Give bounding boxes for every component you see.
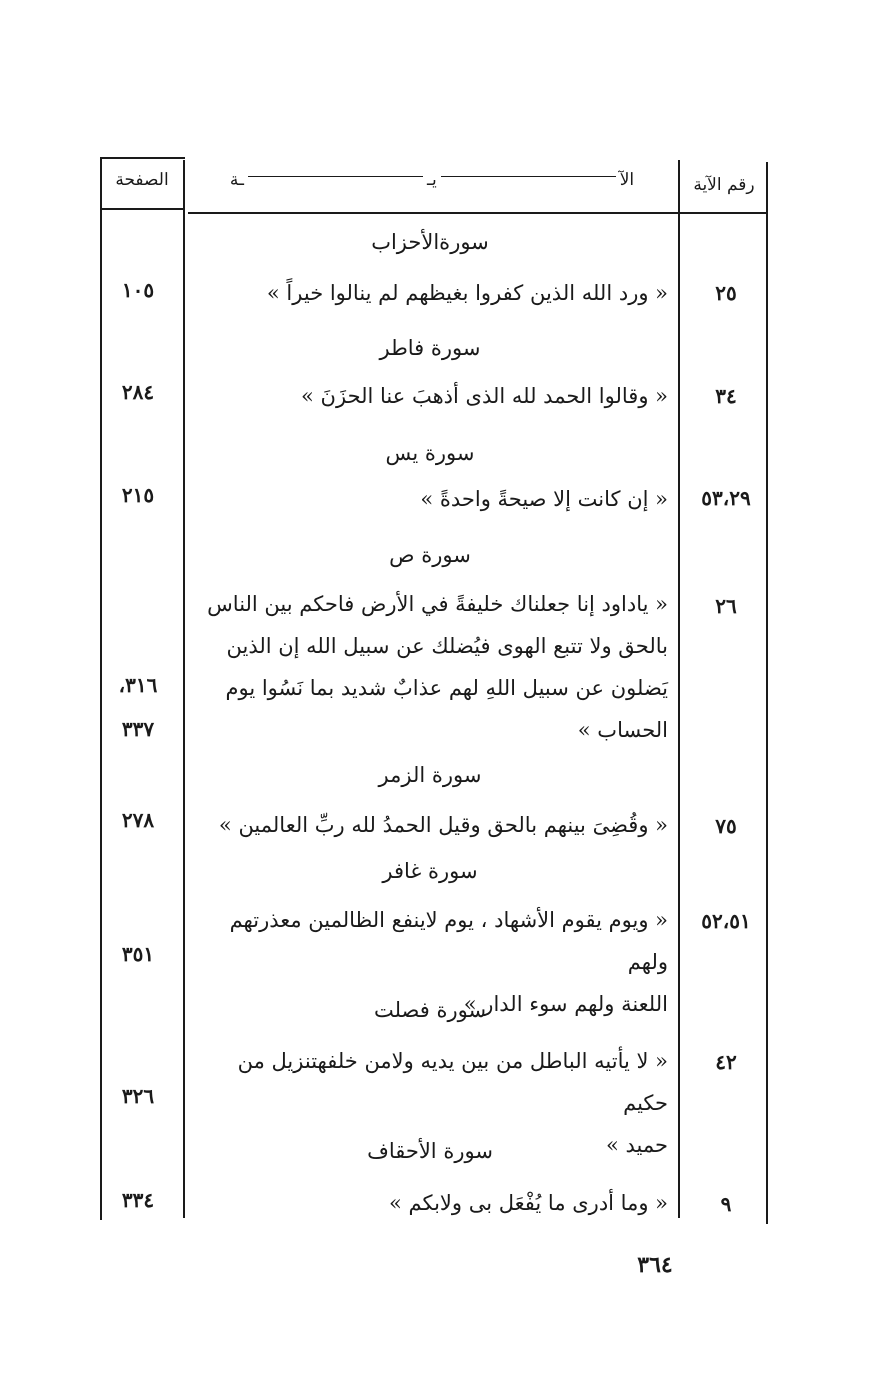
verse-line: « ورد الله الذين كفروا بغيظهم لم ينالوا خيراً » (266, 281, 668, 305)
header-verse-column (188, 165, 676, 195)
verse-line: بالحق ولا تتبع الهوى فيُضلك عن سبيل الله إن الذين (226, 634, 668, 658)
header-verse-mid: يـ (426, 170, 437, 190)
surah-title: سورة يس (385, 441, 475, 465)
verse-number: ٩ (720, 1192, 732, 1216)
table-border-right (766, 162, 768, 1224)
verse-line: « ياداود إنا جعلناك خليفةً في الأرض فاحكم بين الناس (207, 592, 668, 616)
verse-number: ٧٥ (715, 814, 737, 838)
verse-text (188, 478, 668, 520)
verse-line: يَضلون عن سبيل اللهِ لهم عذابٌ شديد بما نَسُوا يوم (225, 676, 668, 700)
verse-line: « ويوم يقوم الأشهاد ، يوم لاينفع الظالمين معذرتهم ولهم (229, 908, 668, 974)
page-number: ٣٦٤ (637, 1252, 673, 1278)
verse-number: ٢٥ (715, 281, 737, 305)
page-reference-line: ٣١٦، (118, 673, 158, 697)
table-top-rule (100, 157, 185, 159)
verse-number: ٥٣،٢٩ (701, 486, 751, 510)
verse-number: ٢٦ (715, 594, 737, 618)
surah-title: سورة غافر (382, 859, 478, 883)
verse-number: ٥٢،٥١ (701, 909, 751, 933)
header-verse-start: الآ (619, 170, 635, 190)
surah-title: سورة فصلت (373, 998, 487, 1022)
surah-title: سورة ص (389, 543, 471, 567)
page-reference (98, 663, 178, 751)
verse-text (188, 1182, 668, 1224)
verse-number: ٣٤ (715, 384, 737, 408)
table-divider-page (183, 160, 185, 1218)
surah-title: سورة الزمر (378, 763, 482, 787)
table-header-rule-verse (188, 212, 680, 214)
surah-title: سورة فاطر (379, 336, 481, 360)
verse-text (188, 272, 668, 314)
table-header-rule-num (680, 212, 768, 214)
verse-text (188, 375, 668, 417)
header-verse-dash (248, 176, 423, 177)
page-reference: ٢١٥ (121, 483, 155, 507)
header-number-column (680, 170, 768, 200)
verse-number: ٤٢ (715, 1050, 737, 1074)
page-reference: ٢٧٨ (121, 808, 155, 832)
verse-text (188, 583, 668, 751)
verse-line: حميد » (605, 1133, 668, 1157)
verse-line: « لا يأتيه الباطل من بين يديه ولامن خلفهتنزيل من حكيم (237, 1049, 668, 1115)
verse-text (188, 804, 668, 846)
page-reference: ٣٥١ (121, 942, 155, 966)
table-divider-verse (678, 160, 680, 1218)
page-reference-line: ٣٣٧ (121, 717, 155, 741)
verse-line: « إن كانت إلا صيحةً واحدةً » (420, 487, 668, 511)
verse-line: « وما أدرى ما يُفْعَل بى ولابكم » (388, 1191, 668, 1215)
page-reference: ٢٨٤ (121, 380, 155, 404)
table-header-rule-page (100, 208, 185, 210)
verse-line: الحساب » (577, 718, 668, 742)
page-reference: ١٠٥ (121, 278, 155, 302)
verse-line: « وقُضِىَ بينهم بالحق وقيل الحمدُ لله ربِّ العالمين » (218, 813, 668, 837)
header-number-label: رقم الآية (693, 175, 755, 195)
page-reference: ٣٢٦ (121, 1084, 155, 1108)
surah-title: سورة الأحقاف (367, 1139, 493, 1163)
header-verse-dash (441, 176, 616, 177)
surah-title: سورةالأحزاب (371, 230, 489, 254)
header-verse-end: ـة (229, 170, 244, 190)
page-reference: ٣٣٤ (121, 1188, 155, 1212)
header-page-label: الصفحة (115, 170, 169, 190)
verse-line: اللعنة ولهم سوء الدار » (463, 992, 668, 1016)
verse-line: « وقالوا الحمد لله الذى أذهبَ عنا الحزَنَ » (301, 384, 668, 408)
header-page-column (100, 165, 184, 195)
